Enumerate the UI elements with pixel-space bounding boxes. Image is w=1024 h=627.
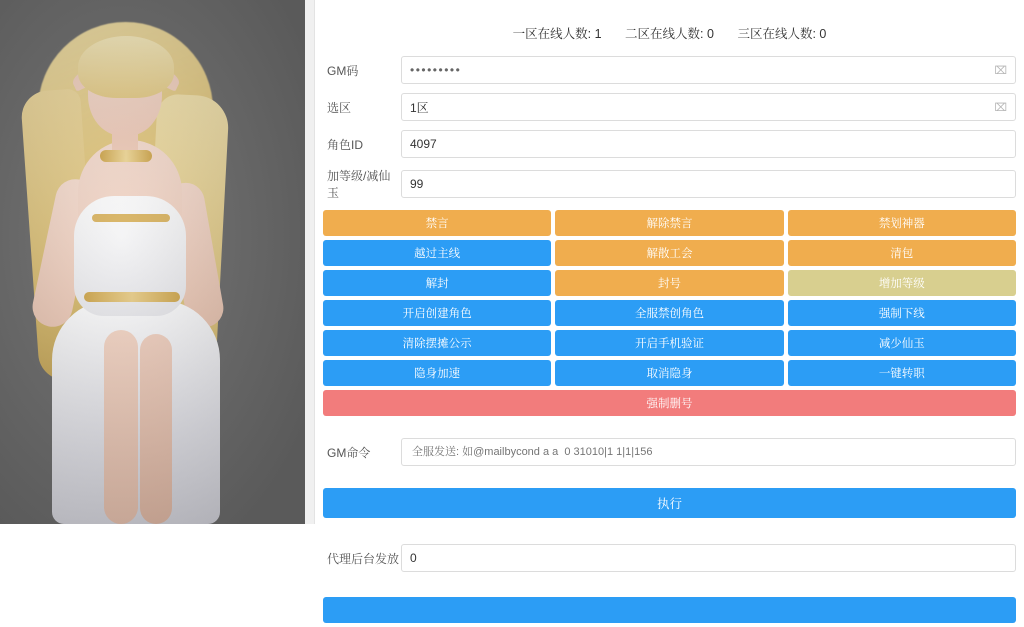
gm-code-input[interactable] xyxy=(401,56,1016,84)
disable-create-role-button[interactable]: 全服禁创角色 xyxy=(555,300,783,326)
character-artwork-panel xyxy=(0,0,305,524)
zone-select-input[interactable] xyxy=(401,93,1016,121)
button-row-5 xyxy=(323,330,1016,356)
field-row-zone-select xyxy=(323,93,1016,121)
cancel-stealth-button[interactable]: 取消隐身 xyxy=(555,360,783,386)
gm-tool-panel xyxy=(315,0,1024,566)
button-row-6 xyxy=(323,360,1016,386)
role-id-label: 角色ID xyxy=(327,137,364,152)
gm-code-value: ••••••••• xyxy=(410,63,462,77)
one-key-job-change-button[interactable]: 一键转职 xyxy=(788,360,1016,386)
level-jade-label: 加等级/减仙玉 xyxy=(327,169,391,200)
button-row-7 xyxy=(323,390,1016,416)
clear-icon[interactable]: ⌧ xyxy=(994,101,1007,114)
level-jade-input[interactable] xyxy=(401,170,1016,198)
zone-select-label: 选区 xyxy=(327,100,352,115)
gm-command-input[interactable] xyxy=(410,445,1007,459)
reduce-jade-button[interactable]: 减少仙玉 xyxy=(788,330,1016,356)
online-count-bar xyxy=(323,0,1016,56)
ban-account-button[interactable]: 封号 xyxy=(555,270,783,296)
zone-select-value: 1区 xyxy=(410,100,429,115)
agent-payout-input[interactable] xyxy=(401,544,1016,572)
ban-artifact-button[interactable]: 禁划神器 xyxy=(788,210,1016,236)
gm-code-label: GM码 xyxy=(327,63,359,78)
field-row-gm-code xyxy=(323,56,1016,84)
clear-icon[interactable]: ⌧ xyxy=(994,64,1007,77)
field-row-gm-command xyxy=(323,438,1016,466)
disband-guild-button[interactable]: 解散工会 xyxy=(555,240,783,266)
artwork-vignette xyxy=(0,0,305,524)
unban-button[interactable]: 解封 xyxy=(323,270,551,296)
role-id-input[interactable] xyxy=(401,130,1016,158)
force-offline-button[interactable]: 强制下线 xyxy=(788,300,1016,326)
bottom-submit-button[interactable] xyxy=(323,597,1016,623)
gm-command-label: GM命令 xyxy=(327,445,371,460)
field-row-agent-payout xyxy=(323,544,1016,572)
agent-payout-label: 代理后台发放 xyxy=(327,551,400,566)
zone2-online-count: 二区在线人数: 0 xyxy=(625,27,714,41)
unmute-button[interactable]: 解除禁言 xyxy=(555,210,783,236)
agent-payout-value: 0 xyxy=(410,551,417,565)
zone1-online-count: 一区在线人数: 1 xyxy=(512,27,602,41)
action-button-grid xyxy=(323,210,1016,416)
button-row-3 xyxy=(323,270,1016,296)
field-row-role-id xyxy=(323,130,1016,158)
stealth-speed-button[interactable]: 隐身加速 xyxy=(323,360,551,386)
enable-create-role-button[interactable]: 开启创建角色 xyxy=(323,300,551,326)
add-level-button[interactable]: 增加等级 xyxy=(788,270,1016,296)
gm-command-input-wrapper[interactable] xyxy=(401,438,1016,466)
level-jade-value: 99 xyxy=(410,177,424,191)
enable-phone-verify-button[interactable]: 开启手机验证 xyxy=(555,330,783,356)
field-row-level-jade xyxy=(323,167,1016,201)
button-row-4 xyxy=(323,300,1016,326)
clear-stall-notice-button[interactable]: 清除摆摊公示 xyxy=(323,330,551,356)
execute-row xyxy=(323,488,1016,518)
role-id-value: 4097 xyxy=(410,137,437,151)
button-row-1 xyxy=(323,210,1016,236)
panel-left-strip xyxy=(305,0,315,524)
button-row-2 xyxy=(323,240,1016,266)
force-delete-account-button[interactable]: 强制删号 xyxy=(323,390,1016,416)
zone3-online-count: 三区在线人数: 0 xyxy=(737,27,827,41)
skip-mainline-button[interactable]: 越过主线 xyxy=(323,240,551,266)
clear-bag-button[interactable]: 清包 xyxy=(788,240,1016,266)
mute-button[interactable]: 禁言 xyxy=(323,210,551,236)
execute-button[interactable]: 执行 xyxy=(323,488,1016,518)
